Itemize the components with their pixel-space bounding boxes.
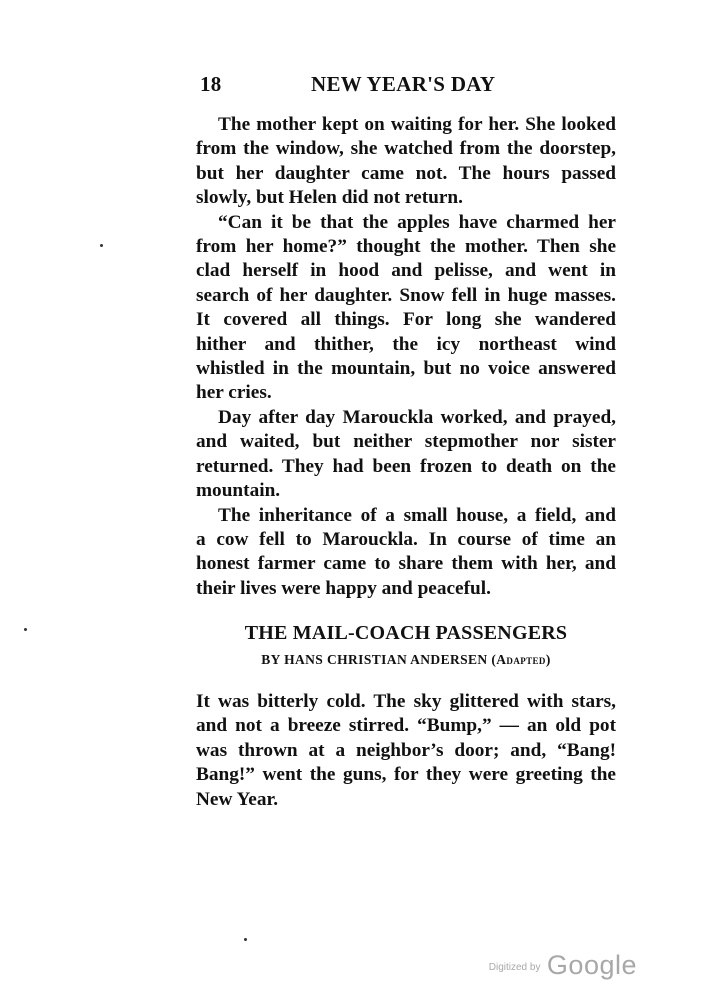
text-line: It covered all things. For long she wandered (196, 309, 616, 331)
story-ending-text (196, 113, 616, 601)
text-line: but her daughter came not. The hours passed (196, 162, 616, 184)
text-line: was thrown at a neighbor’s door; and, “Bang! (196, 739, 616, 761)
byline-author: BY HANS CHRISTIAN ANDERSEN (261, 652, 488, 667)
text-line: New Year. (196, 788, 279, 810)
text-line: Day after day Marouckla worked, and prayed, (218, 406, 616, 428)
text-line: clad herself in hood and pelisse, and went in (196, 260, 616, 282)
page-number: 18 (200, 72, 222, 96)
watermark-brand: Google (546, 950, 637, 980)
byline-note: (Adapted) (491, 652, 551, 667)
section-title: THE MAIL-COACH PASSENGERS (244, 622, 568, 644)
scan-speck (244, 938, 247, 941)
text-line: “Can it be that the apples have charmed her (218, 211, 616, 233)
scan-speck (100, 244, 103, 247)
running-head-title: NEW YEAR'S DAY (311, 72, 496, 96)
text-line: search of her daughter. Snow fell in huge masses. (196, 284, 616, 306)
text-line: from her home?” thought the mother. Then she (196, 236, 616, 258)
text-line: It was bitterly cold. The sky glittered with stars, (196, 691, 616, 712)
text-line: hither and thither, the icy northeast wind (196, 333, 616, 355)
text-line: her cries. (196, 382, 272, 404)
paragraph (196, 406, 616, 504)
text-line: and not a breeze stirred. “Bump,” — an old pot (196, 715, 616, 737)
text-line: mountain. (196, 480, 281, 502)
text-line: slowly, but Helen did not return. (196, 187, 463, 209)
text-line: and waited, but neither stepmother nor sister (196, 431, 616, 453)
text-line: whistled in the mountain, but no voice answered (196, 358, 616, 380)
watermark-prefix: Digitized by (488, 962, 541, 973)
paragraph (196, 211, 616, 406)
byline (196, 652, 616, 668)
text-line: The inheritance of a small house, a field, and (218, 504, 616, 526)
text-line: The mother kept on waiting for her. She looked (218, 114, 616, 135)
mail-coach-text (196, 690, 616, 812)
text-line: honest farmer came to share them with her, and (196, 553, 616, 575)
text-line: Bang!” went the guns, for they were greeting the (196, 764, 616, 786)
text-line: a cow fell to Marouckla. In course of time an (196, 528, 616, 550)
paragraph (196, 690, 616, 812)
digitized-watermark (489, 950, 637, 981)
text-line: returned. They had been frozen to death on the (196, 455, 616, 477)
page-header (200, 72, 615, 102)
text-line: from the window, she watched from the doorstep, (196, 138, 616, 160)
paragraph (196, 113, 616, 211)
scan-speck (24, 628, 27, 631)
paragraph (196, 504, 616, 602)
text-line: their lives were happy and peaceful. (196, 577, 491, 599)
